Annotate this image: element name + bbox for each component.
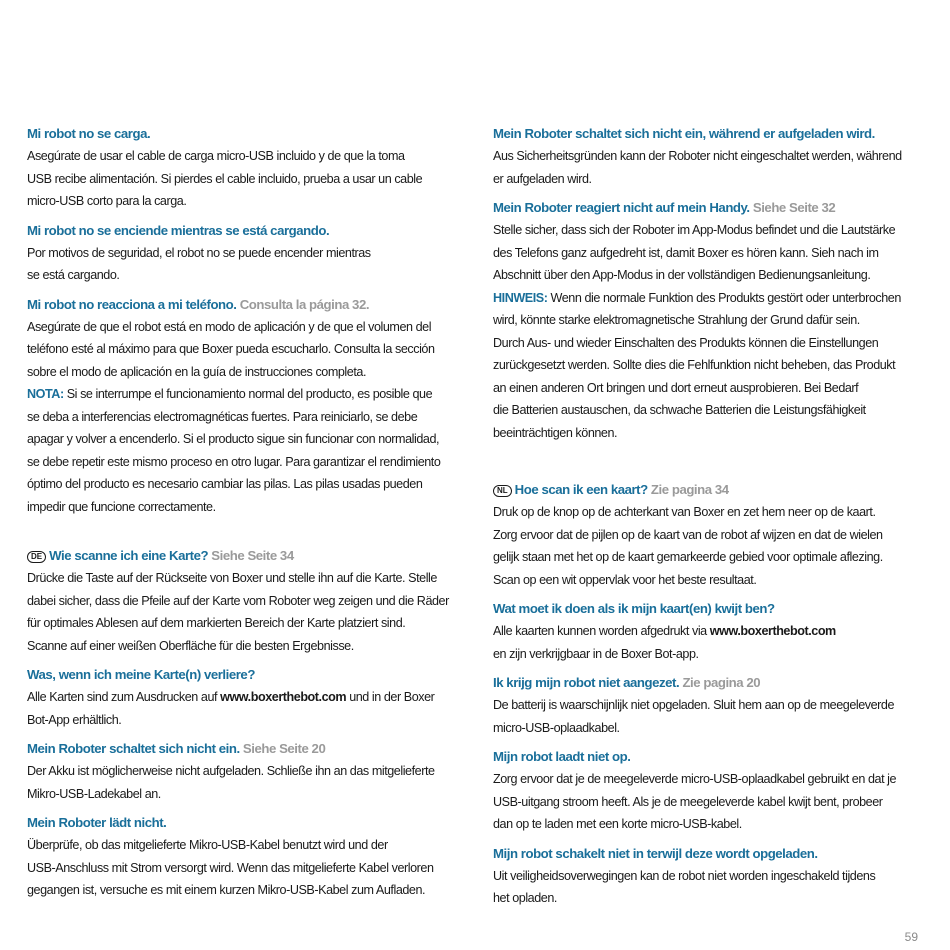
faq-answer: Aus Sicherheitsgründen kann der Roboter nicht eingeschaltet werden, während er aufgeladen wird. bbox=[493, 149, 902, 186]
faq-answer: De batterij is waarschijnlijk niet opgeladen. Sluit hem aan op de meegeleverde micro-USB-oplaadkabel. bbox=[493, 698, 895, 735]
faq-heading: Mi robot no reacciona a mi teléfono. Consulta la página 32. bbox=[27, 296, 370, 312]
faq-heading: Mein Roboter reagiert nicht auf mein Handy. Siehe Seite 32 bbox=[493, 200, 836, 215]
faq-answer: Alle kaarten kunnen worden afgedrukt via www.boxerthebot.com en zijn verkrijgbaar in de Boxer Bot-app. bbox=[493, 624, 836, 661]
website-link[interactable]: www.boxerthebot.com bbox=[220, 690, 347, 704]
faq-entry bbox=[493, 745, 918, 836]
faq-answer: Asegúrate de que el robot está en modo de aplicación y de que el volumen del teléfono esté al máximo para que Boxer pueda escucharlo. Consulta la sección sobre el modo de aplicación en la guía de instrucciones completa. NOTA: Si se interrumpe el funcionamiento normal del producto, es posible que se deba a interferencias electromagnéticas fuertes. Para reiniciarlo, se debe apagar y volver a encenderlo. Si el producto sigue sin funcionar con normalidad, se debe repetir este mismo proceso en otro lugar. Para garantizar el rendimiento óptimo del producto es necesario cambiar las pilas. Las pilas usadas pueden impedir que funcione correctamente. bbox=[27, 316, 467, 519]
page-reference: Siehe Seite 34 bbox=[211, 548, 294, 563]
faq-answer: Der Akku ist möglicherweise nicht aufgeladen. Schließe ihn an das mitgelieferte Mikro-USB-Ladekabel an. bbox=[27, 764, 435, 801]
faq-heading: Mi robot no se enciende mientras se está cargando. bbox=[27, 222, 330, 238]
language-badge-de: DE bbox=[27, 551, 46, 563]
faq-heading: Mein Roboter schaltet sich nicht ein, während er aufgeladen wird. bbox=[493, 126, 875, 141]
faq-entry bbox=[493, 671, 918, 739]
faq-heading: DE Wie scanne ich eine Karte? Siehe Seite 34 bbox=[27, 544, 467, 567]
faq-entry bbox=[27, 544, 467, 657]
faq-answer: Uit veiligheidsoverwegingen kan de robot niet worden ingeschakeld tijdens het opladen. bbox=[493, 868, 876, 905]
note-line: HINWEIS: Wenn die normale Funktion des Produkts gestört oder unterbrochen bbox=[493, 290, 901, 305]
faq-entry bbox=[27, 122, 467, 213]
faq-entry bbox=[27, 811, 467, 902]
faq-entry bbox=[493, 597, 918, 665]
faq-answer: Überprüfe, ob das mitgelieferte Mikro-USB-Kabel benutzt wird und der USB-Anschluss mit Strom versorgt wird. Wenn das mitgelieferte Kabel verloren gegangen ist, versuche es mit einem kurzen Mikro-USB-Kabel zum Aufladen. bbox=[27, 838, 434, 897]
faq-entry bbox=[493, 478, 918, 591]
faq-heading: Mein Roboter schaltet sich nicht ein. Siehe Seite 20 bbox=[27, 741, 326, 756]
page-reference: Siehe Seite 32 bbox=[752, 200, 836, 215]
faq-heading: Was, wenn ich meine Karte(n) verliere? bbox=[27, 667, 255, 682]
note-line: NOTA: Si se interrumpe el funcionamiento normal del producto, es posible que bbox=[27, 387, 433, 401]
faq-heading: Mijn robot schakelt niet in terwijl deze wordt opgeladen. bbox=[493, 845, 818, 861]
left-column bbox=[27, 122, 467, 908]
page-reference: Consulta la página 32. bbox=[239, 296, 370, 312]
faq-heading: Ik krijg mijn robot niet aangezet. Zie pagina 20 bbox=[493, 675, 761, 690]
faq-entry bbox=[493, 196, 918, 444]
faq-heading: Mi robot no se carga. bbox=[27, 126, 151, 141]
faq-heading: Mein Roboter lädt nicht. bbox=[27, 815, 167, 830]
faq-answer: Zorg ervoor dat je de meegeleverde micro-USB-oplaadkabel gebruikt en dat je USB-uitgang stroom heeft. Als je de meegeleverde kabel kwijt bent, probeer dan op te laden met een korte micro-USB-kabel. bbox=[493, 772, 897, 831]
page-number: 59 bbox=[904, 930, 918, 944]
faq-answer: Drücke die Taste auf der Rückseite von Boxer und stelle ihn auf die Karte. Stelle dabei sicher, dass die Pfeile auf der Karte vom Roboter weg zeigen und die Räder für optimales Ablesen auf dem markierten Bereich der Karte platziert sind. Scanne auf einer weißen Oberfläche für die besten Ergebnisse. bbox=[27, 571, 449, 653]
note-label: NOTA: bbox=[27, 387, 64, 401]
right-column bbox=[493, 122, 918, 916]
faq-entry bbox=[27, 737, 467, 805]
faq-heading: Mijn robot laadt niet op. bbox=[493, 749, 631, 764]
faq-answer: Por motivos de seguridad, el robot no se puede encender mientras se está cargando. bbox=[27, 245, 371, 282]
page-reference: Zie pagina 20 bbox=[682, 675, 761, 690]
faq-answer: Asegúrate de usar el cable de carga micro-USB incluido y de que la toma USB recibe alimentación. Si pierdes el cable incluido, prueba a usar un cable micro-USB corto para la carga. bbox=[27, 149, 423, 208]
note-label: HINWEIS: bbox=[493, 290, 548, 305]
faq-answer: Druk op de knop op de achterkant van Boxer en zet hem neer op de kaart. Zorg ervoor dat de pijlen op de kaart van de robot af wijzen en dat de wielen gelijk staan met het op de kaart gemarkeerde gebied voor optimale aflezing. Scan op een wit oppervlak voor het beste resultaat. bbox=[493, 505, 883, 587]
page-reference: Zie pagina 34 bbox=[650, 482, 729, 497]
faq-answer: Alle Karten sind zum Ausdrucken auf www.boxerthebot.com und in der Boxer Bot-App erhältlich. bbox=[27, 690, 435, 727]
faq-entry bbox=[493, 842, 918, 910]
faq-entry bbox=[27, 219, 467, 287]
faq-answer: Stelle sicher, dass sich der Roboter im App-Modus befindet und die Lautstärke des Telefons ganz aufgedreht ist, damit Boxer es hören kann. Sieh nach im Abschnitt über den App-Modus in der vollständigen Bedienungsanleitung. HINWEIS: Wenn die normale Funktion des Produkts gestört oder unterbrochen wird, könnte starke elektromagnetische Strahlung der Grund dafür sein. Durch Aus- und wieder Einschalten des Produkts können die Einstellungen zurückgesetzt werden. Sollte dies die Fehlfunktion nicht beheben, das Produkt an einen anderen Ort bringen und dort erneut ausprobieren. Bei Bedarf die Batterien austauschen, da schwache Batterien die Leistungsfähigkeit beeinträchtigen können. bbox=[493, 219, 918, 444]
faq-entry bbox=[27, 293, 467, 519]
faq-entry bbox=[493, 122, 918, 190]
page-reference: Siehe Seite 20 bbox=[242, 741, 326, 756]
language-badge-nl: NL bbox=[493, 485, 512, 497]
website-link[interactable]: www.boxerthebot.com bbox=[709, 624, 836, 638]
faq-heading: NL Hoe scan ik een kaart? Zie pagina 34 bbox=[493, 478, 918, 501]
faq-heading: Wat moet ik doen als ik mijn kaart(en) kwijt ben? bbox=[493, 601, 775, 616]
faq-entry bbox=[27, 663, 467, 731]
